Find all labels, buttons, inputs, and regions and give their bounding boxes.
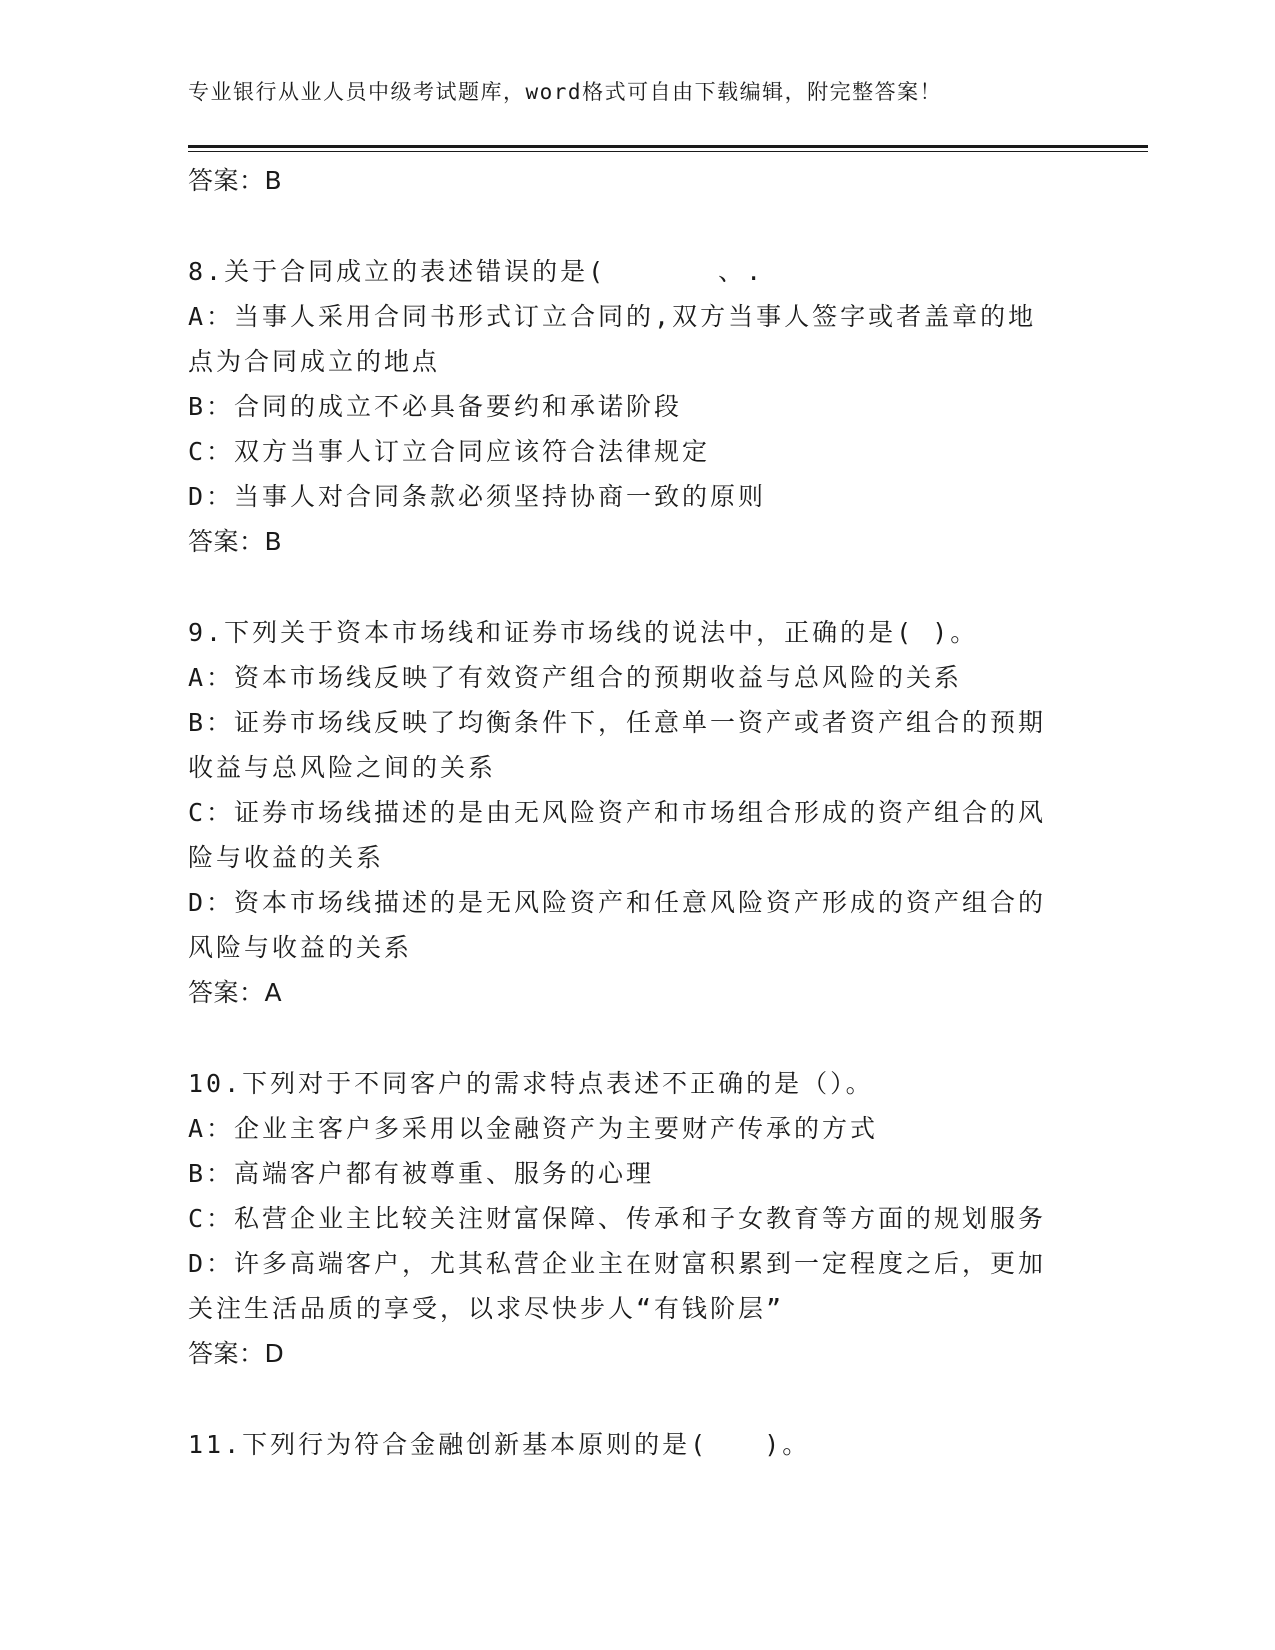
page-header: 专业银行从业人员中级考试题库，word格式可自由下载编辑，附完整答案！ bbox=[188, 80, 943, 104]
question-block bbox=[188, 1061, 1088, 1376]
option-line: 点为合同成立的地点 bbox=[188, 347, 441, 376]
option-line: C：双方当事人订立合同应该符合法律规定 bbox=[188, 437, 711, 466]
option-line: B：合同的成立不必具备要约和承诺阶段 bbox=[188, 392, 683, 421]
option-line: C：证券市场线描述的是由无风险资产和市场组合形成的资产组合的风 bbox=[188, 798, 1047, 827]
answer-line: 答案：D bbox=[188, 1339, 285, 1368]
header-rule-thick bbox=[188, 145, 1148, 148]
option-line: B：高端客户都有被尊重、服务的心理 bbox=[188, 1159, 655, 1188]
option-line: 险与收益的关系 bbox=[188, 843, 385, 872]
option-line: 收益与总风险之间的关系 bbox=[188, 753, 497, 782]
question-stem: 8.关于合同成立的表述错误的是( 、. bbox=[188, 257, 765, 286]
spacer bbox=[188, 1015, 1088, 1061]
option-line: D：当事人对合同条款必须坚持协商一致的原则 bbox=[188, 482, 767, 511]
option-line: C：私营企业主比较关注财富保障、传承和子女教育等方面的规划服务 bbox=[188, 1204, 1047, 1233]
header-rule-thin bbox=[188, 151, 1148, 152]
question-stem: 11.下列行为符合金融创新基本原则的是( )。 bbox=[188, 1430, 811, 1459]
option-line: 风险与收益的关系 bbox=[188, 933, 413, 962]
question-block bbox=[188, 249, 1088, 564]
spacer bbox=[188, 1376, 1088, 1422]
option-line: D：许多高端客户，尤其私营企业主在财富积累到一定程度之后，更加 bbox=[188, 1249, 1047, 1278]
option-line: 关注生活品质的享受，以求尽快步人“有钱阶层” bbox=[188, 1294, 785, 1323]
question-stem: 9.下列关于资本市场线和证券市场线的说法中，正确的是( )。 bbox=[188, 618, 979, 647]
option-line: D：资本市场线描述的是无风险资产和任意风险资产形成的资产组合的 bbox=[188, 888, 1047, 917]
question-stem: 10.下列对于不同客户的需求特点表述不正确的是（）。 bbox=[188, 1069, 874, 1098]
option-line: A：资本市场线反映了有效资产组合的预期收益与总风险的关系 bbox=[188, 663, 963, 692]
question-block bbox=[188, 610, 1088, 1015]
question-block bbox=[188, 1422, 1088, 1467]
option-line: A：当事人采用合同书形式订立合同的,双方当事人签字或者盖章的地 bbox=[188, 302, 1037, 331]
question-list bbox=[188, 158, 1088, 1467]
answer-line: 答案：B bbox=[188, 527, 283, 556]
option-line: A：企业主客户多采用以金融资产为主要财产传承的方式 bbox=[188, 1114, 879, 1143]
spacer bbox=[188, 564, 1088, 610]
spacer bbox=[188, 203, 1088, 249]
option-line: B：证券市场线反映了均衡条件下，任意单一资产或者资产组合的预期 bbox=[188, 708, 1047, 737]
answer-line: 答案：A bbox=[188, 978, 283, 1007]
answer-line: 答案：B bbox=[188, 166, 283, 195]
